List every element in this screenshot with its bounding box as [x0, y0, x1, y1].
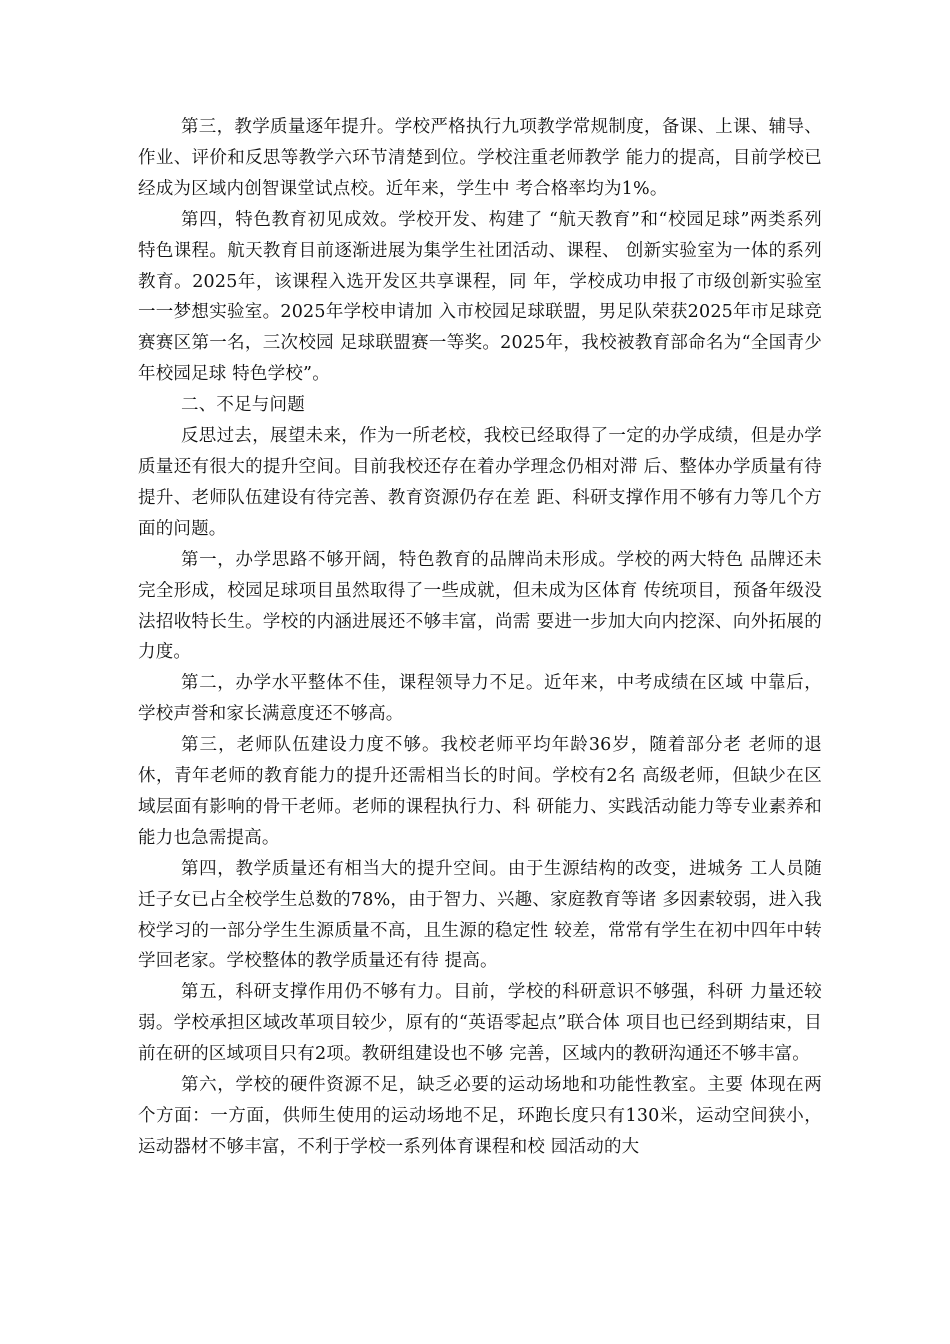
paragraph-teaching-quality: 第三，教学质量逐年提升。学校严格执行九项教学常规制度，备课、上课、辅导、作业、评价和反思等教学六环节清楚到位。学校注重老师教学 能力的提高，目前学校已经成为区域内创智课堂试点校。近年来，学生中 考合格率均为1%。 [138, 117, 822, 199]
paragraph-reflection: 反思过去，展望未来，作为一所老校，我校已经取得了一定的办学成绩，但是办学质量还有很大的提升空间。目前我校还存在着办学理念仍相对滞 后、整体办学质量有待提升、老师队伍建设有待完善、教育资源仍存在差 距、科研支撑作用不够有力等几个方面的问题。 [138, 426, 822, 539]
paragraph-issue-3: 第三，老师队伍建设力度不够。我校老师平均年龄36岁，随着部分老 老师的退休，青年老师的教育能力的提升还需相当长的时间。学校有2名 高级老师，但缺少在区域层面有影响的骨干老师。老师的课程执行力、科 研能力、实践活动能力等专业素养和能力也急需提高。 [138, 735, 822, 848]
document-body [138, 112, 822, 1163]
paragraph-issue-4: 第四，教学质量还有相当大的提升空间。由于生源结构的改变，进城务 工人员随迁子女已占全校学生总数的78%，由于智力、兴趣、家庭教育等诸 多因素较弱，进入我校学习的一部分学生生源质量不高，且生源的稳定性 较差，常常有学生在初中四年中转学回老家。学校整体的教学质量还有待 提高。 [138, 858, 822, 972]
paragraph-issue-6: 第六，学校的硬件资源不足，缺乏必要的运动场地和功能性教室。主要 体现在两个方面：一方面，供师生使用的运动场地不足，环跑长度只有130米，运动空间狭小，运动器材不够丰富，不利于学校一系列体育课程和校 园活动的大 [138, 1075, 822, 1157]
paragraph-issue-5: 第五，科研支撑作用仍不够有力。目前，学校的科研意识不够强，科研 力量还较弱。学校承担区域改革项目较少，原有的“英语零起点”联合体 项目也已经到期结束，目前在研的区域项目只有2项。教研组建设也不够 完善，区域内的教研沟通还不够丰富。 [138, 982, 822, 1065]
paragraph-featured-education: 第四，特色教育初见成效。学校开发、构建了 “航天教育”和“校园足球”两类系列特色课程。航天教育目前逐渐进展为集学生社团活动、课程、 创新实验室为一体的系列教育。2025年，该课程入选开发区共享课程，同 年，学校成功申报了市级创新实验室一一梦想实验室。2025年学校申请加 入市校园足球联盟，男足队荣获2025年市足球竞赛赛区第一名，三次校园 足球联盟赛一等奖。2025年，我校被教育部命名为“全国青少年校园足球 特色学校”。 [138, 209, 822, 385]
paragraph-issue-1: 第一，办学思路不够开阔，特色教育的品牌尚未形成。学校的两大特色 品牌还未完全形成，校园足球项目虽然取得了一些成就，但未成为区体育 传统项目，预备年级没法招收特长生。学校的内涵进展还不够丰富，尚需 要进一步加大向内挖深、向外拓展的力度。 [138, 549, 822, 663]
paragraph-issue-2: 第二，办学水平整体不佳，课程领导力不足。近年来，中考成绩在区域 中靠后，学校声誉和家长满意度还不够高。 [138, 673, 822, 725]
section-heading-shortcomings: 二、不足与问题 [181, 395, 305, 416]
